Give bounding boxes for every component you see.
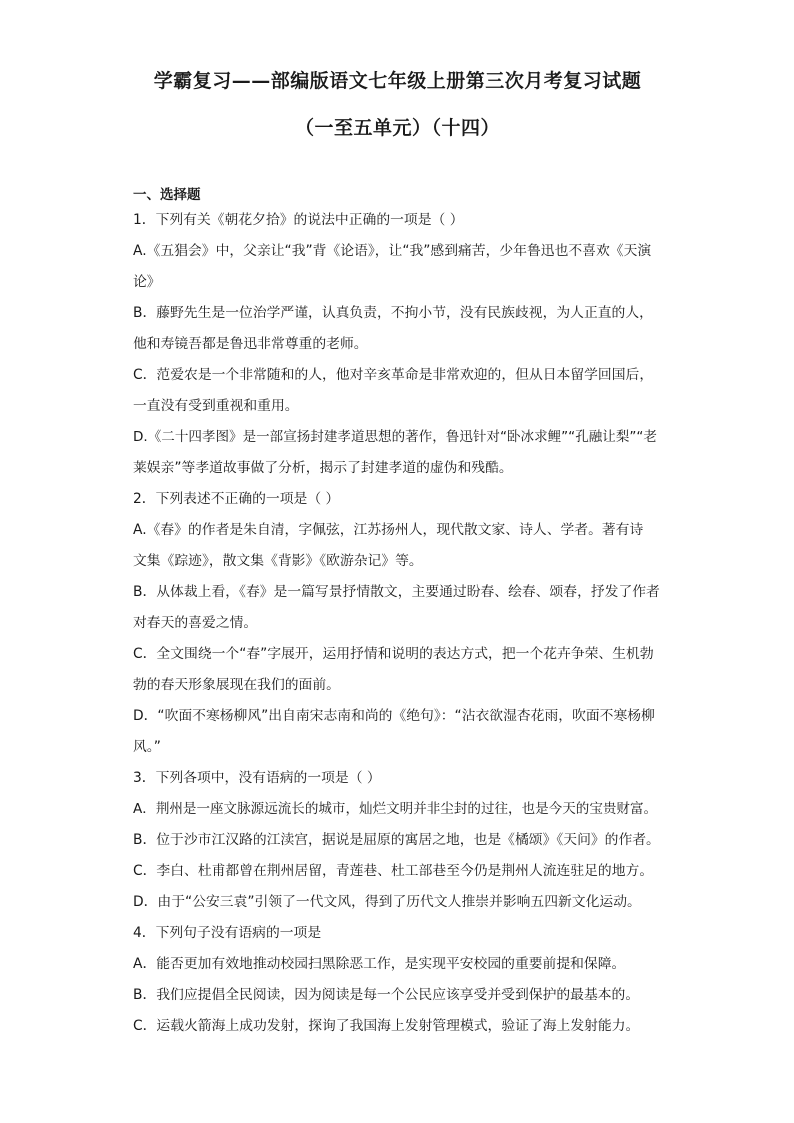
question-2 xyxy=(133,484,662,763)
option-line: 他和寿镜吾都是鲁迅非常尊重的老师。 xyxy=(133,336,368,352)
option-line: B．我们应提倡全民阅读，因为阅读是每一个公民应该享受并受到保护的最基本的。 xyxy=(133,987,640,1003)
document-title: 学霸复习——部编版语文七年级上册第三次月考复习试题 xyxy=(153,70,642,92)
question-list xyxy=(133,205,662,1042)
question-line: 3．下列各项中，没有语病的一项是（ ） xyxy=(133,770,381,786)
document-subtitle: （一至五单元）（十四） xyxy=(294,117,500,139)
option-line: C．范爱农是一个非常随和的人，他对辛亥革命是非常欢迎的，但从日本留学回国后， xyxy=(133,367,654,383)
option-line: A.《春》的作者是朱自清，字佩弦，江苏扬州人，现代散文家、诗人、学者。著有诗 xyxy=(133,522,644,538)
question-line: 2．下列表述不正确的一项是（ ） xyxy=(133,491,340,507)
question-3 xyxy=(133,763,662,918)
option-line: D．“吹面不寒杨柳风”出自南宋志南和尚的《绝句》：“沾衣欲湿杏花雨，吹面不寒杨柳 xyxy=(133,708,655,724)
question-4 xyxy=(133,918,662,1042)
option-line: B．藤野先生是一位治学严谨，认真负责，不拘小节，没有民族歧视，为人正直的人， xyxy=(133,305,653,321)
option-line: 一直没有受到重视和重用。 xyxy=(133,398,299,414)
option-line: 对春天的喜爱之情。 xyxy=(133,615,258,631)
option-line: 文集《踪迹》，散文集《背影》《欧游杂记》等。 xyxy=(133,553,423,569)
question-line: 1．下列有关《朝花夕拾》的说法中正确的一项是（ ） xyxy=(133,212,464,228)
question-1 xyxy=(133,205,662,484)
option-line: B．位于沙市江汉路的江渎宫，据说是屈原的寓居之地，也是《橘颂》《天问》的作者。 xyxy=(133,832,660,848)
option-line: 风。” xyxy=(133,739,161,755)
option-line: A.《五猖会》中，父亲让“我”背《论语》，让“我”感到痛苦，少年鲁迅也不喜欢《天演 xyxy=(133,243,652,259)
option-line: B．从体裁上看，《春》是一篇写景抒情散文，主要通过盼春、绘春、颂春，抒发了作者 xyxy=(133,584,660,600)
option-line: C．李白、杜甫都曾在荆州居留，青莲巷、杜工部巷至今仍是荆州人流连驻足的地方。 xyxy=(133,863,654,879)
option-line: C．全文围绕一个“春”字展开，运用抒情和说明的表达方式，把一个花卉争荣、生机勃 xyxy=(133,646,654,662)
option-line: D．由于“公安三袁”引领了一代文风，得到了历代文人推崇并影响五四新文化运动。 xyxy=(133,894,641,910)
option-line: 论》 xyxy=(133,274,161,290)
option-line: C．运载火箭海上成功发射，探询了我国海上发射管理模式，验证了海上发射能力。 xyxy=(133,1018,640,1034)
option-line: 莱娱亲”等孝道故事做了分析，揭示了封建孝道的虚伪和残酷。 xyxy=(133,460,513,476)
question-line: 4．下列句子没有语病的一项是 xyxy=(133,925,322,941)
option-line: D.《二十四孝图》是一部宣扬封建孝道思想的著作，鲁迅针对“卧冰求鲤”“孔融让梨”“老 xyxy=(133,429,657,445)
section-heading-choice: 一、选择题 xyxy=(133,187,201,203)
option-line: A．荆州是一座文脉源远流长的城市，灿烂文明并非尘封的过往，也是今天的宝贵财富。 xyxy=(133,801,658,817)
option-line: A．能否更加有效地推动校园扫黑除恶工作，是实现平安校园的重要前提和保障。 xyxy=(133,956,626,972)
option-line: 勃的春天形象展现在我们的面前。 xyxy=(133,677,340,693)
